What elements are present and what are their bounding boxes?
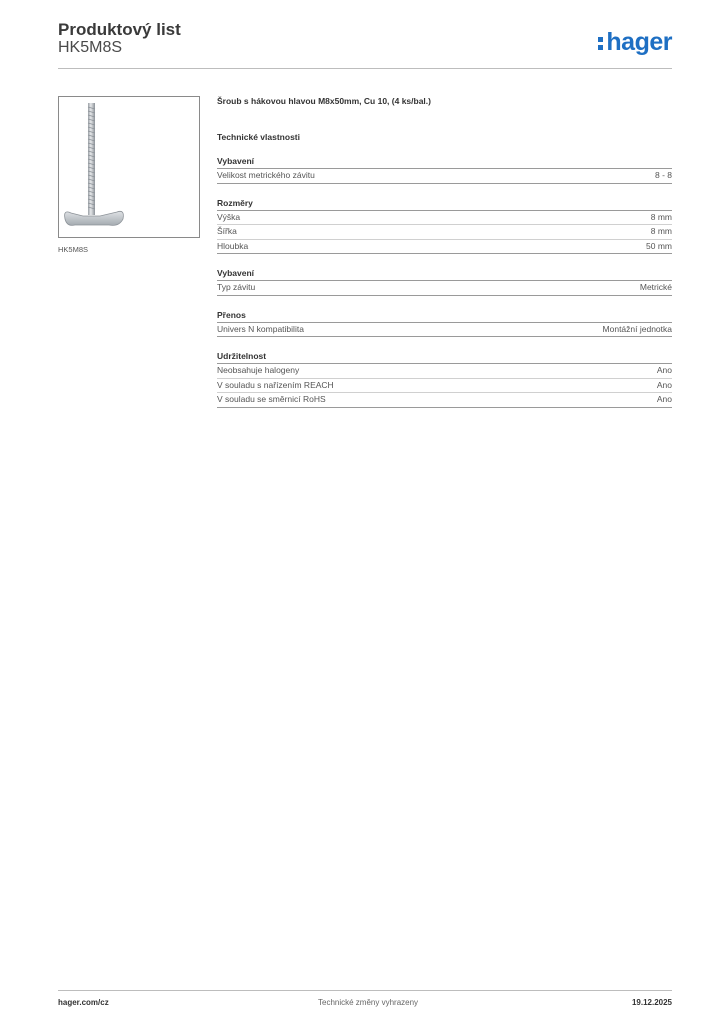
table-row <box>217 323 672 338</box>
row-label: Typ závitu <box>217 282 256 292</box>
header-divider <box>58 68 672 69</box>
row-label: Šířka <box>217 226 237 236</box>
technical-properties-heading: Technické vlastnosti <box>217 132 300 142</box>
row-value: 50 mm <box>646 240 672 251</box>
section-title: Vybavení <box>217 156 672 169</box>
hook-bolt-icon <box>59 97 199 237</box>
footer-notice: Technické změny vyhrazeny <box>318 998 419 1007</box>
footer-website: hager.com/cz <box>58 998 109 1007</box>
product-code: HK5M8S <box>58 39 123 56</box>
row-value: 8 mm <box>650 226 672 236</box>
logo-text: hager <box>606 28 672 56</box>
footer-divider <box>58 990 672 991</box>
row-value: 8 - 8 <box>654 170 672 180</box>
section-dimensions <box>217 198 672 255</box>
row-label: Hloubka <box>217 240 249 251</box>
row-label: V souladu s nařízením REACH <box>217 379 334 390</box>
row-value: Montážní jednotka <box>602 323 672 334</box>
row-label: Výška <box>217 211 241 222</box>
table-row <box>217 225 672 240</box>
section-equipment-thread <box>217 268 672 296</box>
section-title: Vybavení <box>217 268 672 281</box>
logo-dots-icon <box>598 35 603 51</box>
row-value: Metrické <box>639 282 672 292</box>
table-row <box>217 169 672 184</box>
footer-date: 19.12.2025 <box>631 998 672 1007</box>
section-transfer <box>217 310 672 338</box>
product-details <box>217 96 672 408</box>
section-equipment <box>217 156 672 184</box>
row-label: V souladu se směrnicí RoHS <box>217 394 326 404</box>
section-title: Rozměry <box>217 198 672 211</box>
row-value: Ano <box>656 365 672 375</box>
product-name: Šroub s hákovou hlavou M8x50mm, Cu 10, (4 ks/bal.) <box>217 96 431 106</box>
image-caption: HK5M8S <box>58 245 89 254</box>
table-row <box>217 379 672 394</box>
row-value: 8 mm <box>650 211 672 222</box>
page-title: Produktový list <box>58 20 181 39</box>
table-row <box>217 211 672 226</box>
table-row <box>217 281 672 296</box>
section-sustainability <box>217 351 672 408</box>
row-value: Ano <box>656 379 672 390</box>
hager-logo <box>598 28 672 57</box>
table-row <box>217 240 672 255</box>
row-value: Ano <box>656 394 672 404</box>
section-title: Udržitelnost <box>217 351 672 364</box>
table-row <box>217 364 672 379</box>
product-image <box>58 96 200 238</box>
row-label: Velikost metrického závitu <box>217 170 315 180</box>
section-title: Přenos <box>217 310 672 323</box>
table-row <box>217 393 672 408</box>
row-label: Neobsahuje halogeny <box>217 365 300 375</box>
row-label: Univers N kompatibilita <box>217 323 304 334</box>
